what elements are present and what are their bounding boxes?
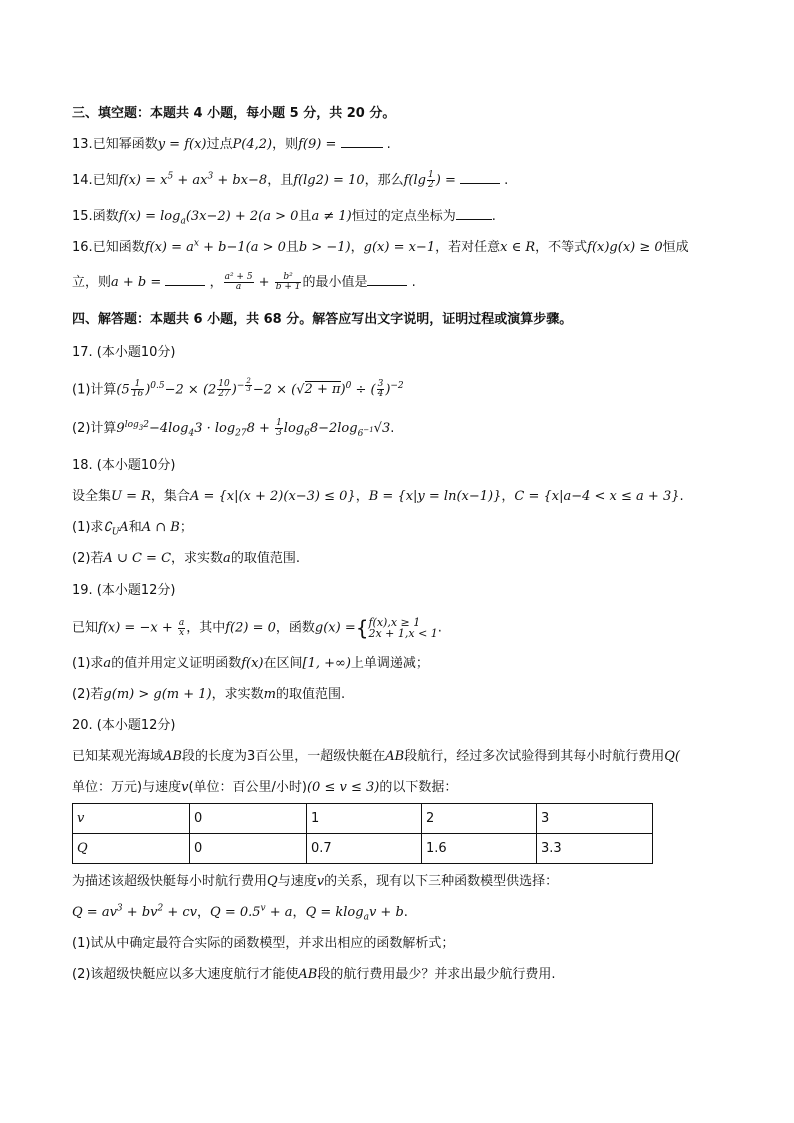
answer-blank[interactable] xyxy=(456,207,492,220)
table-cell: 3.3 xyxy=(537,834,653,864)
question-19-stem: 已知f(x) = −x + $\frac{a}{x}$ ，其中f(2) = 0，函数g(x) ={ f(x),x ≥ 1 2x + 1,x < 1 . xyxy=(72,616,442,640)
question-19-part-2: (2)若g(m) > g(m + 1)，求实数m的取值范围. xyxy=(72,687,346,702)
table-cell: 3 xyxy=(537,804,653,834)
speed-cost-table xyxy=(72,803,653,864)
question-20-part-2: (2)该超级快艇应以多大速度航行才能使AB段的航行费用最少？并求出最少航行费用. xyxy=(72,967,556,982)
table-cell: Q xyxy=(73,834,190,864)
table-cell: v xyxy=(73,804,190,834)
table-cell: 2 xyxy=(422,804,537,834)
question-14: 14.已知$f(x) = x^5 + ax^3 + bx-8$，且f(lg2) = 10，那么f(lg $\frac{1}{2}$ ) = . xyxy=(72,170,509,190)
table-cell: 0 xyxy=(190,834,307,864)
question-19-part-1: (1)求a的值并用定义证明函数f(x)在区间[1, +∞)上单调递减； xyxy=(72,656,429,671)
table-row xyxy=(73,834,653,864)
table-row xyxy=(73,804,653,834)
question-18-part-1: (1)求$∁_UA$和A ∩ B； xyxy=(72,520,193,538)
question-18-title: 18. (本小题10分) xyxy=(72,458,176,473)
question-20-stem-line-2: 单位：万元)与速度v(单位：百公里/小时)(0 ≤ v ≤ 3)的以下数据： xyxy=(72,780,458,795)
fraction: $\frac{\text{a² + 5}}{a}$ xyxy=(224,272,253,292)
question-20-part-1: (1)试从中确定最符合实际的函数模型，并求出相应的函数解析式； xyxy=(72,936,455,951)
question-16-line-1: 16.已知函数$f(x) = a^x + b-1(a > 0$且b > −1)，g(x) = x−1，若对任意x ∈ R，不等式f(x)g(x) ≥ 0恒成 xyxy=(72,238,689,255)
question-17-part-2: (2)计算$9^{log_32}-4\log_43 \cdot \log_{27}8$ + $\frac{1}{3}$ $\log_68-2\log_{6^{-1}}√3$. xyxy=(72,418,395,439)
answer-blank[interactable] xyxy=(341,135,383,148)
question-17-title: 17. (本小题10分) xyxy=(72,345,176,360)
table-cell: 1 xyxy=(307,804,422,834)
question-15: 15.函数$f(x) = \log_a(3x-2) + 2(a > 0$且a ≠ 1)恒过的定点坐标为 . xyxy=(72,209,496,227)
fraction: $\frac{\text{b²}}{b + 1}$ xyxy=(275,272,301,292)
question-13: 13.已知幂函数y = f(x)过点P(4,2)，则f(9) = . xyxy=(72,137,391,152)
question-18-stem: 设全集U = R，集合A = {x|(x + 2)(x−3) ≤ 0}，B = {x|y = ln(x−1)}，C = {x|a−4 < x ≤ a + 3}. xyxy=(72,489,684,504)
question-19-title: 19. (本小题12分) xyxy=(72,583,176,598)
answer-blank[interactable] xyxy=(367,273,407,286)
question-18-part-2: (2)若A ∪ C = C，求实数a的取值范围. xyxy=(72,551,300,566)
question-16-line-2: 立，则a + b = ， $\frac{\text{a² + 5}}{a}$ + $\frac{\text{b²}}{b + 1}$ 的最小值是 . xyxy=(72,272,416,292)
section-4-heading: 四、解答题：本题共 6 小题，共 68 分。解答应写出文字说明，证明过程或演算步骤。 xyxy=(72,312,573,327)
answer-blank[interactable] xyxy=(165,273,205,286)
answer-blank[interactable] xyxy=(460,171,500,184)
question-20-models: $Q = av^3 + bv^2$ + cv，$Q = 0.5^v + a$，Q = klog$_a$v + b. xyxy=(72,903,408,923)
table-cell: 0.7 xyxy=(307,834,422,864)
table-cell: 1.6 xyxy=(422,834,537,864)
table-cell: 0 xyxy=(190,804,307,834)
section-3-heading: 三、填空题：本题共 4 小题，每小题 5 分，共 20 分。 xyxy=(72,106,396,121)
fraction: $\frac{1}{2}$ xyxy=(428,170,434,190)
question-20-stem-line-1: 已知某观光海域AB段的长度为3百公里，一超级快艇在AB段航行，经过多次试验得到其每小时航行费用Q( xyxy=(72,749,680,764)
question-17-part-1: (1)计算(5 $\frac{1}{16}$ )$^{0.5}$−2 × (2 $\frac{10}{27}$ )$^{- \frac{2}{3}}$ $-2 \times (√2 + \pi)^0$ ÷ ( $\frac{3}{4}$ )$^{-2}$ xyxy=(72,377,404,400)
question-number: 13. xyxy=(72,137,93,152)
question-20-models-intro: 为描述该超级快艇每小时航行费用Q与速度v的关系，现有以下三种函数模型供选择： xyxy=(72,874,559,889)
piecewise-cases: f(x),x ≥ 1 2x + 1,x < 1 xyxy=(368,616,438,640)
question-20-title: 20. (本小题12分) xyxy=(72,718,176,733)
